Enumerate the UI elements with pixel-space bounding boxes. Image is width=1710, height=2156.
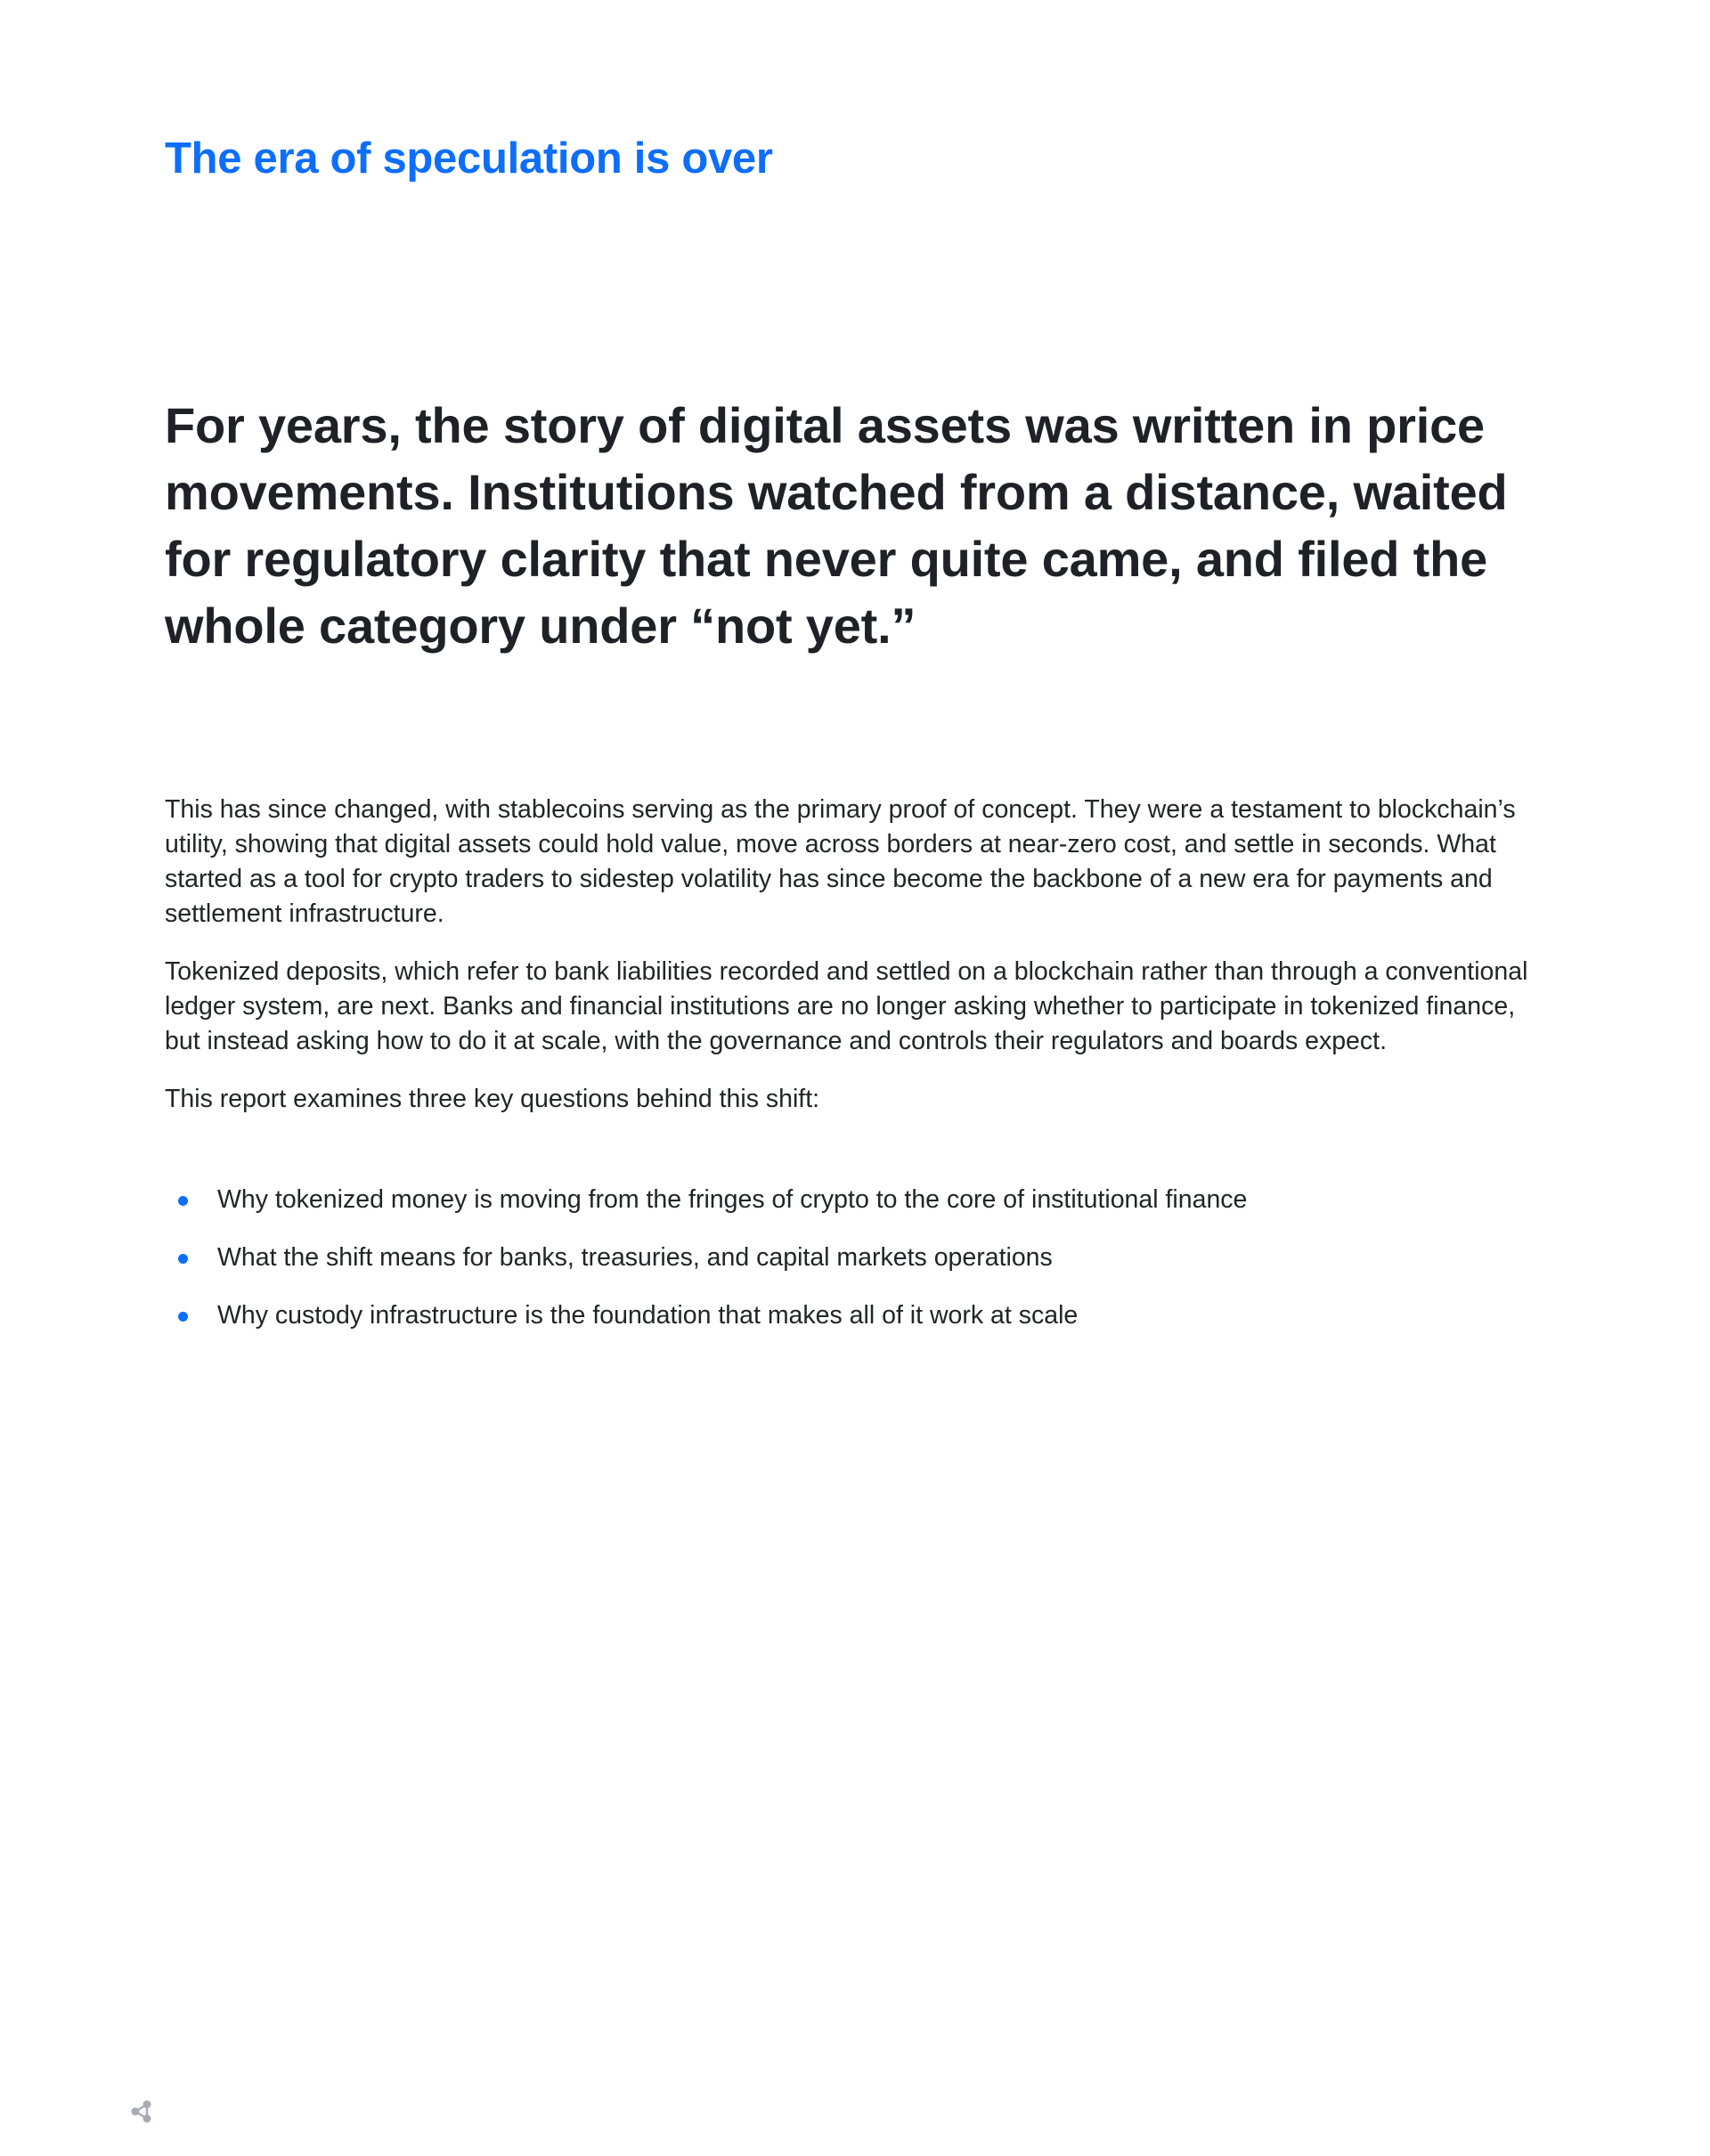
key-questions-list [165,1183,1554,1333]
lead-statement: For years, the story of digital assets was written in price movements. Institutions watched from a distance, waited for regulatory clarity that never quite came, and filed the whole category under “not yet.” [165,397,1508,654]
paragraph-report-intro: This report examines three key questions behind this shift: [165,1085,820,1113]
network-nodes-icon [127,2097,156,2126]
list-item-text: What the shift means for banks, treasuries, and capital markets operations [217,1243,1053,1272]
list-item [165,1298,1554,1333]
paragraph-stablecoins: This has since changed, with stablecoins serving as the primary proof of concept. They were a testament to blockchain’s utility, showing that digital assets could hold value, move across borders at near-zero cost, and settle in seconds. What started as a tool for crypto traders to sidestep volatility has since become the backbone of a new era for payments and settlement infrastructure. [165,795,1516,928]
list-item [165,1183,1554,1217]
list-item [165,1241,1554,1275]
list-item-text: Why custody infrastructure is the foundation that makes all of it work at scale [217,1301,1079,1330]
bullet-dot-icon [178,1196,188,1206]
body-copy [165,793,1554,1356]
bullet-dot-icon [178,1312,188,1322]
section-title: The era of speculation is over [165,134,773,183]
bullet-dot-icon [178,1254,188,1264]
paragraph-tokenized-deposits: Tokenized deposits, which refer to bank liabilities recorded and settled on a blockchain rather than through a conventional ledger system, are next. Banks and financial institutions are no longer asking whether to participate in tokenized finance, but instead asking how to do it at scale, with the governance and controls their regulators and boards expect. [165,957,1528,1055]
list-item-text: Why tokenized money is moving from the fringes of crypto to the core of institutional finance [217,1185,1248,1214]
